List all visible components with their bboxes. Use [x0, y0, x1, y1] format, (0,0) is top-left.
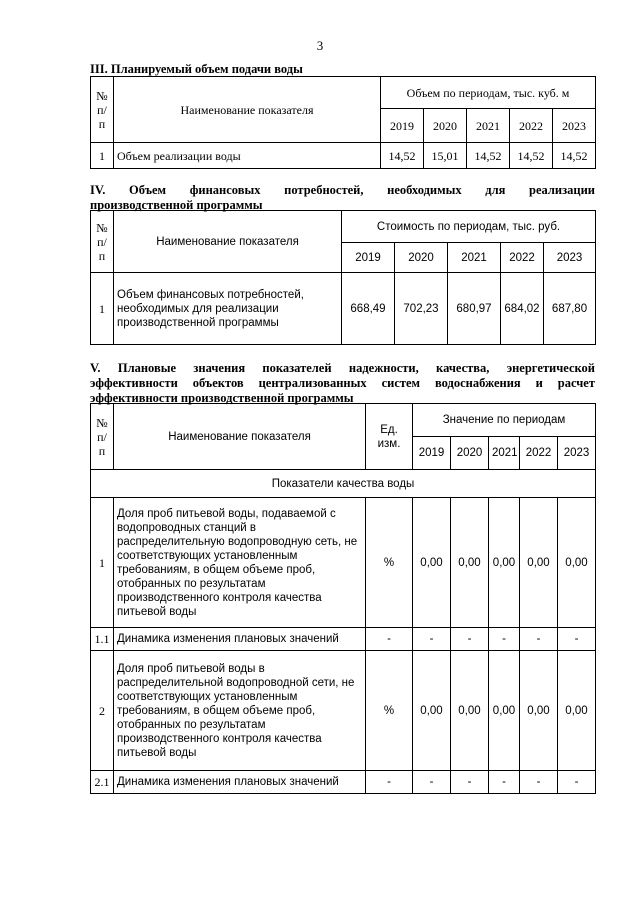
- year-header: 2020: [424, 109, 467, 143]
- row-number: 1.1: [91, 628, 114, 651]
- cell-value: 15,01: [424, 143, 467, 169]
- year-header: 2019: [342, 243, 395, 273]
- col-periods-header: Стоимость по периодам, тыс. руб.: [342, 211, 596, 243]
- cell-value: 680,97: [448, 273, 501, 345]
- year-header: 2021: [467, 109, 510, 143]
- table-row: [91, 273, 596, 345]
- year-header: 2023: [558, 437, 596, 470]
- supply-volume-table: [90, 76, 596, 169]
- cell-value: -: [413, 771, 451, 794]
- row-number: 2.1: [91, 771, 114, 794]
- year-header: 2022: [510, 109, 553, 143]
- cell-value: -: [413, 628, 451, 651]
- cell-value: 0,00: [558, 651, 596, 771]
- table-row: [91, 498, 596, 628]
- cell-unit: %: [366, 651, 413, 771]
- section4-heading-line2: производственной программы: [90, 198, 263, 212]
- col-name-header: Наименование показателя: [114, 404, 366, 470]
- year-header: 2019: [413, 437, 451, 470]
- cell-value: 0,00: [489, 651, 520, 771]
- year-header: 2019: [381, 109, 424, 143]
- group-title: Показатели качества воды: [91, 470, 596, 498]
- quality-indicators-table: [90, 403, 596, 794]
- col-periods-header: Значение по периодам: [413, 404, 596, 437]
- row-name: Динамика изменения плановых значений: [114, 771, 366, 794]
- cell-unit: -: [366, 771, 413, 794]
- cell-value: -: [520, 771, 558, 794]
- row-name: Динамика изменения плановых значений: [114, 628, 366, 651]
- cell-value: 684,02: [501, 273, 544, 345]
- section3-heading: III. Планируемый объем подачи воды: [90, 62, 303, 76]
- section4-heading: [90, 183, 595, 213]
- cell-value: -: [558, 771, 596, 794]
- table-row: [91, 628, 596, 651]
- table-row: [91, 143, 596, 169]
- cell-value: 668,49: [342, 273, 395, 345]
- year-header: 2020: [451, 437, 489, 470]
- row-number: 1: [91, 498, 114, 628]
- table-row: [91, 651, 596, 771]
- year-header: 2022: [501, 243, 544, 273]
- section5-heading-line3: эффективности производственной программы: [90, 391, 354, 405]
- row-name: Объем финансовых потребностей, необходимых для реализации производственной программы: [114, 273, 342, 345]
- cell-value: 0,00: [489, 498, 520, 628]
- row-name: Доля проб питьевой воды, подаваемой с водопроводных станций в распределительную водопроводную сеть, не соответствующих установленным требованиям, в общем объеме проб, отобранных по результатам производственного контроля качества питьевой воды: [114, 498, 366, 628]
- year-header: 2021: [448, 243, 501, 273]
- cell-value: 0,00: [558, 498, 596, 628]
- cell-value: -: [451, 771, 489, 794]
- cell-value: 687,80: [544, 273, 596, 345]
- cell-value: -: [558, 628, 596, 651]
- cell-value: -: [451, 628, 489, 651]
- row-name: Объем реализации воды: [114, 143, 381, 169]
- col-name-header: Наименование показателя: [114, 211, 342, 273]
- year-header: 2023: [544, 243, 596, 273]
- section5-heading-line2: эффективности объектов централизованных систем водоснабжения и расчет: [90, 376, 595, 390]
- cell-value: 14,52: [467, 143, 510, 169]
- cell-value: 0,00: [413, 498, 451, 628]
- cell-value: -: [489, 771, 520, 794]
- col-number-header: № п/п: [91, 211, 114, 273]
- row-number: 2: [91, 651, 114, 771]
- row-number: 1: [91, 273, 114, 345]
- cell-unit: -: [366, 628, 413, 651]
- col-unit-header: Ед. изм.: [366, 404, 413, 470]
- col-number-header: № п/п: [91, 404, 114, 470]
- cell-value: 14,52: [510, 143, 553, 169]
- cell-value: 0,00: [520, 651, 558, 771]
- year-header: 2021: [489, 437, 520, 470]
- year-header: 2020: [395, 243, 448, 273]
- cell-value: -: [520, 628, 558, 651]
- col-periods-header: Объем по периодам, тыс. куб. м: [381, 77, 596, 109]
- section5-heading-line1: V. Плановые значения показателей надежности, качества, энергетической: [90, 361, 595, 375]
- table-row: [91, 771, 596, 794]
- financial-needs-table: [90, 210, 596, 345]
- section4-heading-line1: IV. Объем финансовых потребностей, необходимых для реализации: [90, 183, 595, 197]
- cell-unit: %: [366, 498, 413, 628]
- cell-value: 0,00: [451, 651, 489, 771]
- cell-value: 0,00: [413, 651, 451, 771]
- cell-value: 14,52: [553, 143, 596, 169]
- section5-heading: [90, 361, 595, 406]
- cell-value: 0,00: [451, 498, 489, 628]
- cell-value: -: [489, 628, 520, 651]
- cell-value: 14,52: [381, 143, 424, 169]
- row-number: 1: [91, 143, 114, 169]
- cell-value: 0,00: [520, 498, 558, 628]
- year-header: 2022: [520, 437, 558, 470]
- cell-value: 702,23: [395, 273, 448, 345]
- col-name-header: Наименование показателя: [114, 77, 381, 143]
- year-header: 2023: [553, 109, 596, 143]
- page-number: 3: [316, 38, 324, 53]
- row-name: Доля проб питьевой воды в распределительной водопроводной сети, не соответствующих установленным требованиям, в общем объеме проб, отобранных по результатам производственного контроля качества питьевой воды: [114, 651, 366, 771]
- col-number-header: № п/п: [91, 77, 114, 143]
